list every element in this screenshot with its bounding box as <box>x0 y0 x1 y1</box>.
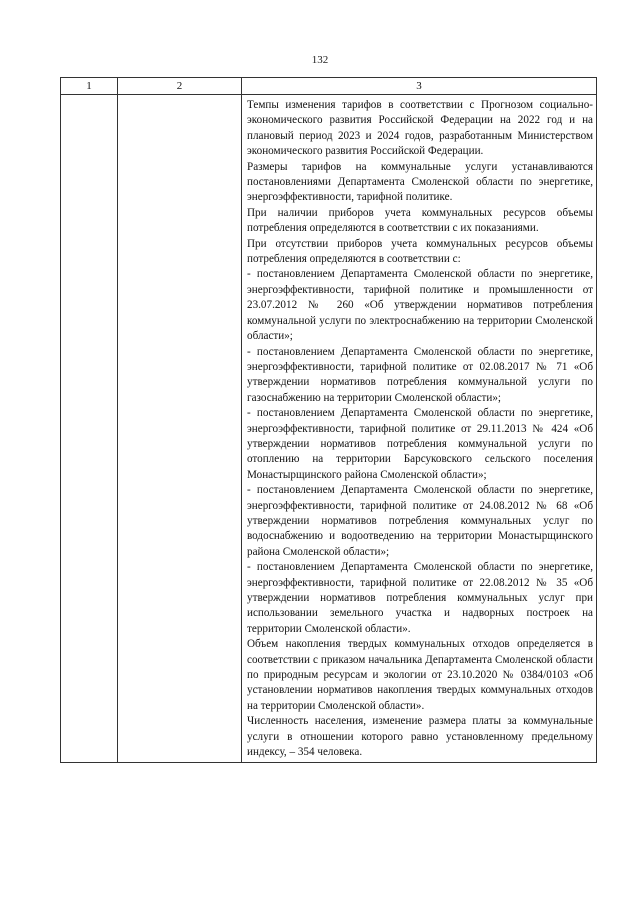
header-cell-3: 3 <box>242 78 597 95</box>
paragraph-water-norms: - постановлением Департамента Смоленской области по энергетике, энергоэффективности, тарифной политике от 24.08.2012 № 68 «Об утверждении нормативов потребления коммунальных услуг по водоснабжению и водоотведению на территории Монастырщинского района Смоленской области»; <box>247 484 593 558</box>
row-cell-1 <box>61 95 118 763</box>
paragraph-meters-absent: При отсутствии приборов учета коммунальных ресурсов объемы потребления определяются в соответствии с: <box>247 237 593 266</box>
paragraph-heating-norms: - постановлением Департамента Смоленской области по энергетике, энергоэффективности, тарифной политике от 29.11.2013 № 424 «Об утверждении нормативов потребления коммунальной услуги по отоплению на территории Барсуковского сельского поселения Монастырщинского района Смоленской области»; <box>247 407 593 481</box>
paragraph-population: Численность населения, изменение размера платы за коммунальные услуги в отношении которого равно установленному предельному индексу, – 354 человека. <box>247 715 593 759</box>
paragraph-tariff-forecast: Темпы изменения тарифов в соответствии с Прогнозом социально-экономического развития Российской Федерации на 2022 год и на плановый период 2023 и 2024 годов, разработанным Министерством экономического развития Российской Федерации. <box>247 99 593 158</box>
paragraph-waste-norms: Объем накопления твердых коммунальных отходов определяется в соответствии с приказом начальника Департамента Смоленской области по природным ресурсам и экологии от 23.10.2020 № 0384/0103 «Об установлении нормативов накопления твердых коммунальных отходов на территории Смоленской области». <box>247 638 593 712</box>
page-number: 132 <box>311 54 329 66</box>
content-table <box>60 77 597 763</box>
paragraph-tariff-sizes: Размеры тарифов на коммунальные услуги устанавливаются постановлениями Департамента Смоленской области по энергетике, энергоэффективности, тарифной политике. <box>247 160 593 204</box>
paragraph-land-norms: - постановлением Департамента Смоленской области по энергетике, энергоэффективности, тарифной политике от 22.08.2012 № 35 «Об утверждении нормативов потребления коммунальных услуг при использовании земельного участка и надворных построек на территории Смоленской области». <box>247 561 593 635</box>
header-cell-1: 1 <box>61 78 118 95</box>
paragraph-meters-present: При наличии приборов учета коммунальных ресурсов объемы потребления определяются в соответствии с их показаниями. <box>247 206 593 235</box>
paragraph-electricity-norms: - постановлением Департамента Смоленской области по энергетике, энергоэффективности, тарифной политике и промышленности от 23.07.2012 № 260 «Об утверждении нормативов потребления коммунальной услуги по электроснабжению на территории Смоленской области»; <box>247 268 593 343</box>
table-row <box>61 95 597 763</box>
header-cell-2: 2 <box>118 78 242 95</box>
paragraph-gas-norms: - постановлением Департамента Смоленской области по энергетике, энергоэффективности, тарифной политике от 02.08.2017 № 71 «Об утверждении нормативов потребления коммунальной услуги по газоснабжению на территории Смоленской области»; <box>247 345 593 404</box>
row-cell-3 <box>242 95 597 763</box>
table-header-row <box>61 78 597 95</box>
row-cell-2 <box>118 95 242 763</box>
